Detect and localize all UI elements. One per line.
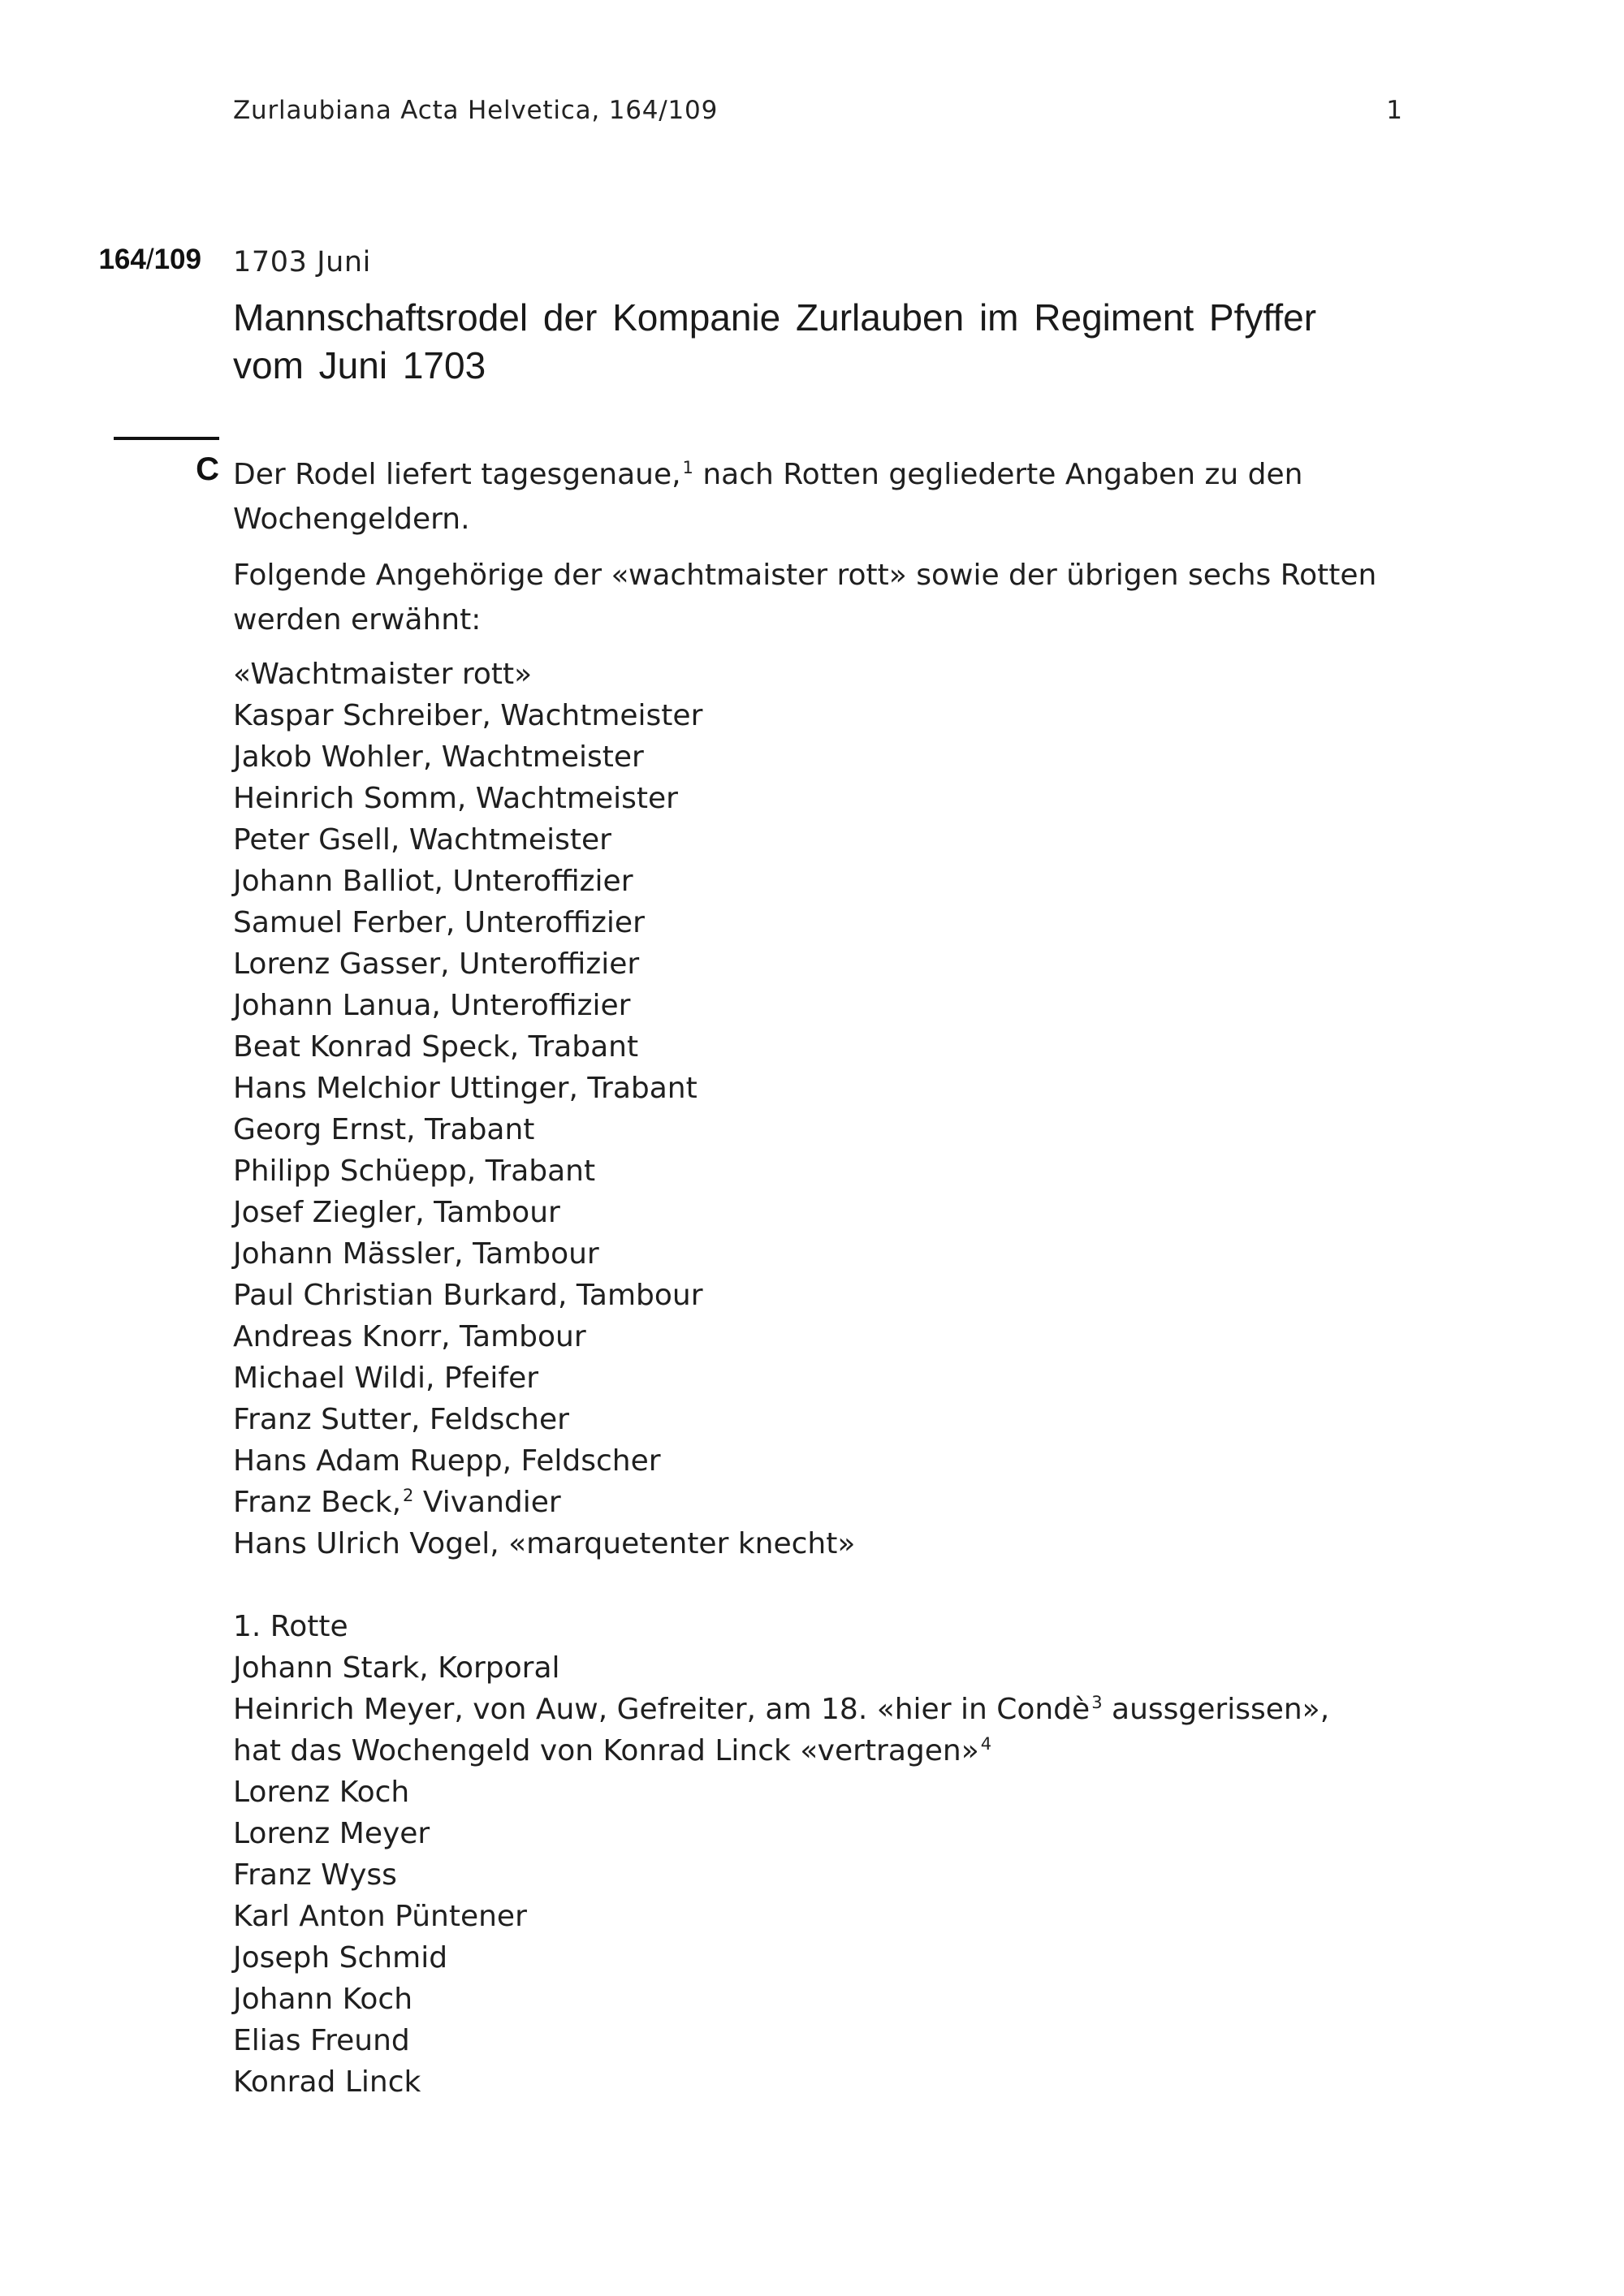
list-item: Georg Ernst, Trabant — [233, 1113, 535, 1146]
document-number-main: 164 — [98, 244, 146, 275]
section-rule — [114, 437, 219, 440]
list-item: Elias Freund — [233, 2024, 410, 2057]
running-header — [233, 96, 1402, 128]
list-item: Johann Mässler, Tambour — [233, 1237, 599, 1271]
list-item: Johann Stark, Korporal — [233, 1651, 560, 1685]
list-item: Samuel Ferber, Unteroffizier — [233, 906, 645, 939]
footnote-ref[interactable]: 2 — [403, 1486, 414, 1505]
list-item: Hans Adam Ruepp, Feldscher — [233, 1444, 661, 1478]
page-number: 1 — [1386, 96, 1402, 125]
paragraph-intro-text-cont: nach Rotten gegliederte Angaben zu den Wochengeldern. — [233, 458, 1303, 536]
list-item-meyer-cont — [233, 1730, 1419, 1772]
paragraph-members: Folgende Angehörige der «wachtmaister rott» sowie der übrigen sechs Rotten werden erwähnt: — [233, 559, 1377, 637]
running-title: Zurlaubiana Acta Helvetica, 164/109 — [233, 96, 719, 125]
list-item: Hans Melchior Uttinger, Trabant — [233, 1072, 698, 1105]
paragraph-intro — [233, 452, 1419, 542]
document-number-separator: / — [145, 244, 154, 275]
list-item: Johann Lanua, Unteroffizier — [233, 989, 631, 1022]
list-item-meyer — [233, 1689, 1419, 1730]
list-item: Karl Anton Püntener — [233, 1900, 527, 1933]
list-item: Jakob Wohler, Wachtmeister — [233, 740, 644, 774]
list-item: Konrad Linck — [233, 2065, 421, 2099]
section-marker: C — [196, 451, 219, 487]
list-item: Lorenz Meyer — [233, 1817, 430, 1850]
list-spacer — [233, 1564, 1419, 1606]
list-item: Beat Konrad Speck, Trabant — [233, 1030, 639, 1064]
footnote-ref[interactable]: 1 — [682, 458, 693, 477]
list-item: Josef Ziegler, Tambour — [233, 1196, 560, 1229]
list-item: Michael Wildi, Pfeifer — [233, 1362, 539, 1395]
list-item: Joseph Schmid — [233, 1941, 448, 1974]
list-item: Heinrich Somm, Wachtmeister — [233, 782, 678, 815]
list-item: Andreas Knorr, Tambour — [233, 1320, 586, 1353]
list-item: Johann Balliot, Unteroffizier — [233, 865, 633, 898]
document-body — [233, 452, 1419, 2103]
list-item: Lorenz Koch — [233, 1776, 410, 1809]
footnote-ref[interactable]: 3 — [1091, 1693, 1103, 1712]
list-item-text: Franz Beck, — [233, 1486, 402, 1519]
list-item: Peter Gsell, Wachtmeister — [233, 823, 611, 857]
list-item: Philipp Schüepp, Trabant — [233, 1154, 596, 1188]
document-number-sub: 109 — [153, 244, 201, 275]
document-number — [0, 244, 201, 276]
list-item-text-cont: aussgerissen», — [1102, 1693, 1330, 1726]
document-title: Mannschaftsrodel der Kompanie Zurlauben im Regiment Pfyffer vom Juni 1703 — [233, 296, 1317, 386]
list-item-text: hat das Wochengeld von Konrad Linck «vertragen» — [233, 1734, 979, 1767]
list-item: Johann Koch — [233, 1983, 413, 2016]
member-list — [233, 654, 1419, 2103]
list-item-text-cont: Vivandier — [413, 1486, 561, 1519]
list-item: Paul Christian Burkard, Tambour — [233, 1279, 703, 1312]
list-item: Hans Ulrich Vogel, «marquetenter knecht» — [233, 1527, 856, 1560]
document-date: 1703 Juni — [233, 246, 372, 278]
list-item-text: Heinrich Meyer, von Auw, Gefreiter, am 18. «hier in Condè — [233, 1693, 1091, 1726]
list-item: Lorenz Gasser, Unteroffizier — [233, 947, 640, 981]
list-item: «Wachtmaister rott» — [233, 658, 533, 691]
rotte-heading: 1. Rotte — [233, 1610, 348, 1643]
list-item: Franz Sutter, Feldscher — [233, 1403, 569, 1436]
paragraph-intro-text: Der Rodel liefert tagesgenaue, — [233, 458, 681, 491]
list-item: Kaspar Schreiber, Wachtmeister — [233, 699, 703, 732]
list-item-beck — [233, 1482, 1419, 1523]
footnote-ref[interactable]: 4 — [980, 1734, 992, 1754]
list-item: Franz Wyss — [233, 1858, 397, 1892]
